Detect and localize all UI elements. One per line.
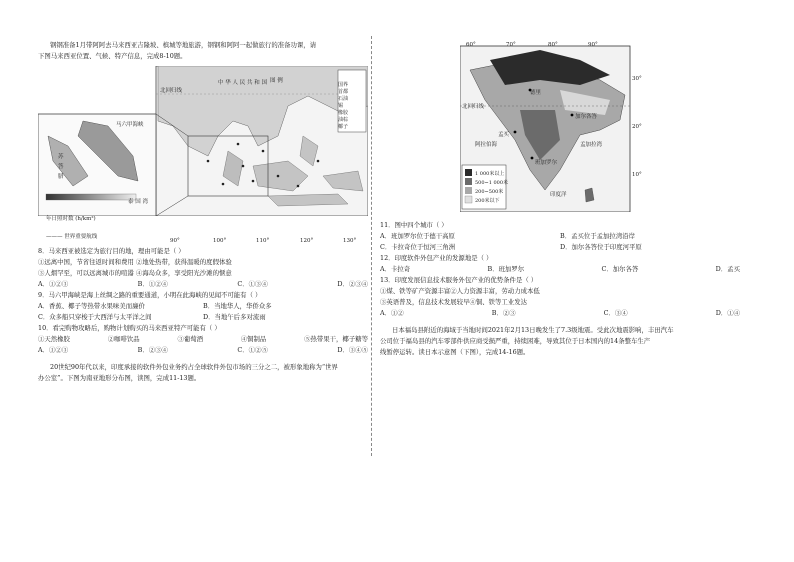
legend-item: 油棕 (338, 117, 349, 123)
question-10-item: ①天然橡胶 (38, 335, 70, 343)
question-10-option-d[interactable]: D．③④⑤ (337, 346, 368, 354)
legend-item: 橡胶 (338, 110, 349, 116)
legend-item: 国界 (338, 82, 349, 88)
question-12-option-b[interactable]: B．班加罗尔 (487, 265, 525, 273)
lon-label: 60° (466, 42, 476, 48)
legend-item: 500~1 000米 (475, 180, 509, 186)
lat-label: 30° (632, 76, 642, 82)
inset-label-gulf: 泰 国 湾 (128, 199, 148, 205)
map-label-country: 中 华 人 民 共 和 国 (218, 80, 267, 86)
lat-label: 10° (632, 172, 642, 178)
left-column (38, 40, 368, 384)
question-10-option-c[interactable]: C．①②⑤ (237, 346, 268, 354)
question-13-item: ③英语普及，信息技术发展较早④铜、铁等工业发达 (380, 298, 527, 306)
lon-label: 90° (170, 238, 180, 244)
question-8 (38, 246, 368, 290)
intro-paragraph-3c: 线暂停运转。读日本示意图（下图），完成14-16题。 (380, 348, 530, 356)
question-13 (380, 275, 740, 319)
inset-scale: 年日照时数 (h/km²) (46, 216, 96, 222)
legend-item: 200米以下 (475, 198, 500, 204)
question-12-option-a[interactable]: A．卡拉奇 (380, 265, 411, 273)
intro-paragraph-2b: 办公室”。下图为南亚地形分布图，读图，完成11-13题。 (38, 374, 201, 382)
inset-label-1: 苏 (58, 154, 64, 160)
city-label: 加尔各答 (575, 114, 598, 120)
terrain-legend (475, 170, 508, 206)
question-8-item: ③人烟罕至，可以远离城市的喧嚣 ④海岛众多，享受阳光沙滩的惬意 (38, 269, 232, 277)
southeast-asia-map-figure (38, 62, 368, 244)
intro-paragraph-3b: 公司位于福岛县的汽车零部件供应商受损严重，持续困难，导致其位于日本国内的14条整车生产 (380, 337, 651, 345)
question-8-item: ①远离中国，节省往返时间和费用 ②地处热带，获得温暖的度假体验 (38, 258, 232, 266)
south-asia-map-figure (380, 40, 740, 216)
southeast-asia-map (38, 66, 368, 216)
map-label-indian-ocean: 印度洋 (550, 192, 567, 198)
legend-item: 200~500米 (475, 189, 504, 195)
question-10 (38, 323, 368, 356)
city-label: 孟买 (498, 132, 510, 138)
question-11-option-a[interactable]: A．班加罗尔位于德干高原 (380, 232, 455, 240)
lon-label: 90° (588, 42, 598, 48)
inset-route-note: ——— 世界重要航线 (46, 234, 98, 240)
question-12 (380, 253, 740, 275)
lon-label: 100° (213, 238, 227, 244)
lon-label: 130° (343, 238, 357, 244)
question-9-stem: 9．马六甲海峡是海上丝绸之路的重要通道，小明在此海峡的见闻不可能有（ ） (38, 291, 262, 299)
city-label: 班加罗尔 (535, 160, 558, 166)
lon-label: 110° (256, 238, 270, 244)
legend-item: 1 000米以上 (475, 171, 505, 177)
intro-paragraph-1: 钢钢准备1月带阿阿去马来西亚吉隆坡、槟城等地旅游，钢钢和阿阿一起做旅行的准备功课，请 (50, 41, 317, 49)
map-label-legend-title: 图 例 (270, 78, 283, 84)
question-13-option-a[interactable]: A．①② (380, 309, 404, 317)
question-10-stem: 10．看完购物攻略后，购物计划购买的马来西亚特产可能有（ ） (38, 324, 221, 332)
inset-label-strait: 马六甲海峡 (116, 122, 144, 128)
inset-label-2: 答 (58, 164, 64, 170)
right-column (380, 40, 740, 358)
question-9-option-d[interactable]: D．当地午后多对流雨 (203, 313, 266, 321)
legend-item: 首都 (338, 89, 349, 95)
intro-paragraph-1b: 下图马来西亚位置、气候、特产信息，完成8-10题。 (38, 52, 187, 60)
question-8-stem: 8．马来西亚被选定为旅行目的地，理由可能是（ ） (38, 247, 185, 255)
lon-label: 80° (548, 42, 558, 48)
question-11-option-d[interactable]: D．加尔各答位于印度河平原 (560, 243, 642, 251)
question-11-option-b[interactable]: B．孟买位于孟加拉湾沿岸 (560, 232, 635, 240)
inset-label-3: 腊 (58, 174, 64, 180)
question-10-item: ⑤热带果干，椰子糖等 (304, 335, 368, 343)
question-9 (38, 290, 368, 323)
legend-item: 石油 (338, 96, 349, 102)
question-13-option-d[interactable]: D．①④ (715, 309, 740, 317)
question-10-option-b[interactable]: B．②③④ (137, 346, 168, 354)
question-10-option-a[interactable]: A．①②③ (38, 346, 69, 354)
question-13-option-c[interactable]: C．③④ (603, 309, 628, 317)
question-8-option-b[interactable]: B．①②④ (137, 280, 168, 288)
question-10-item: ④铜制品 (240, 335, 267, 343)
question-9-option-a[interactable]: A．香蕉、椰子等热带水果味美而廉价 (38, 302, 145, 310)
map-legend (338, 82, 366, 131)
intro-paragraph-2: 20世纪90年代以来，印度承接的软件外包业务约占全球软件外包市场的三分之二，被形象地称为“世界 (50, 363, 338, 371)
question-10-item: ③葡萄酒 (177, 335, 203, 343)
question-13-item: ①煤、铁等矿产资源丰富②人力资源丰富，劳动力成本低 (380, 287, 540, 295)
lon-label: 120° (300, 238, 314, 244)
map-label-tropic: 北回归线 (462, 104, 485, 110)
question-10-item: ②咖啡饮品 (107, 335, 140, 343)
question-12-option-d[interactable]: D．孟买 (715, 265, 740, 273)
question-13-option-b[interactable]: B．②③ (491, 309, 516, 317)
question-12-option-c[interactable]: C．加尔各答 (601, 265, 639, 273)
lat-label: 20° (632, 124, 642, 130)
question-12-stem: 12．印度软件外包产业的发源地是（ ） (380, 254, 493, 262)
page-divider (371, 36, 372, 456)
question-11-stem: 11．图中四个城市（ ） (380, 221, 448, 229)
map-label-bay-of-bengal: 孟加拉湾 (580, 142, 603, 148)
question-8-option-d[interactable]: D．②③④ (337, 280, 368, 288)
map-label-tropic: 北回归线 (160, 88, 183, 94)
question-9-option-c[interactable]: C．众多船只穿梭于大西洋与太平洋之间 (38, 313, 152, 321)
map-label-arabian-sea: 阿拉伯海 (475, 142, 498, 148)
city-label: 德里 (530, 90, 542, 96)
question-8-option-a[interactable]: A．①②③ (38, 280, 69, 288)
lon-label: 70° (506, 42, 516, 48)
question-11-option-c[interactable]: C．卡拉奇位于恒河三角洲 (380, 243, 456, 251)
question-11 (380, 220, 740, 253)
question-8-option-c[interactable]: C．①③④ (237, 280, 268, 288)
question-9-option-b[interactable]: B．当地华人，华侨众多 (203, 302, 272, 310)
question-13-stem: 13．印度发展信息技术服务外包产业的优势条件是（ ） (380, 276, 538, 284)
intro-paragraph-3: 日本福岛县附近的海域于当地时间2021年2月13日晚发生了7.3级地震。受此次地震影响，丰田汽车 (392, 326, 674, 334)
legend-item: 锡 (338, 103, 344, 109)
legend-item: 椰子 (338, 124, 349, 130)
